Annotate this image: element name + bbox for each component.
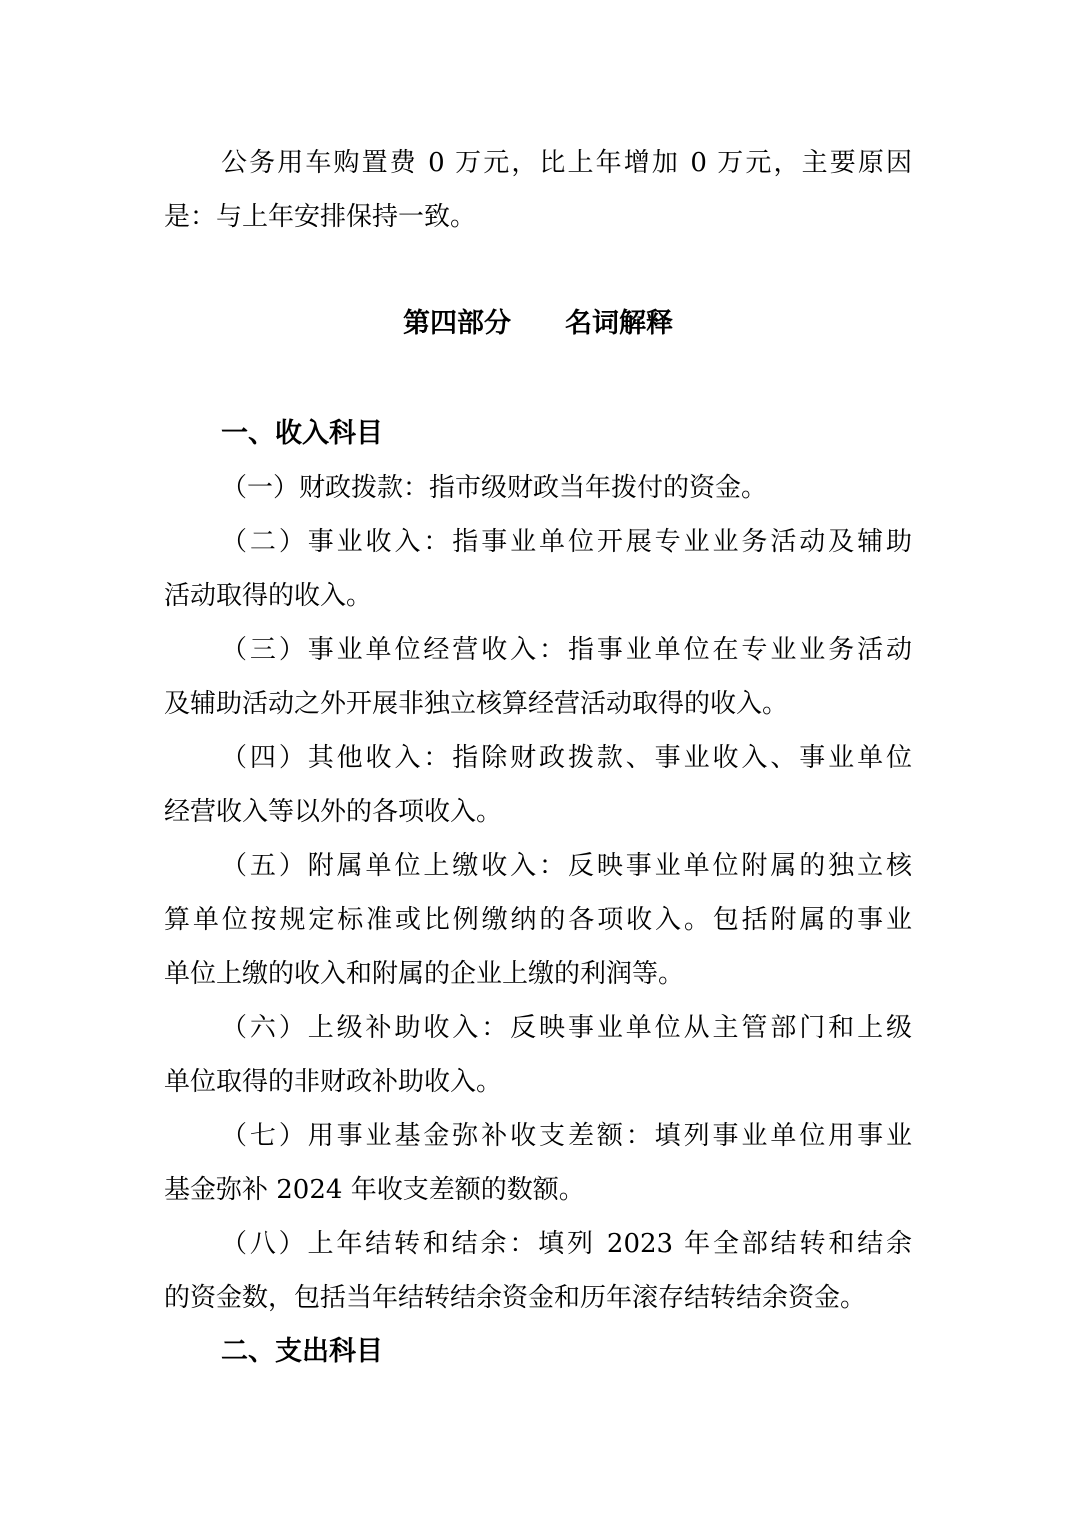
text-line: 及辅助活动之外开展非独立核算经营活动取得的收入。 bbox=[164, 689, 789, 719]
text-line: 单位取得的非财政补助收入。 bbox=[164, 1067, 503, 1097]
text-line: 基金弥补 2024 年收支差额的数额。 bbox=[164, 1175, 585, 1205]
definition-item bbox=[164, 461, 912, 515]
text-line: （四）其他收入：指除财政拨款、事业收入、事业单位 bbox=[221, 743, 912, 773]
definition-item bbox=[164, 1001, 912, 1109]
paragraph bbox=[164, 136, 912, 244]
text-line: 单位上缴的收入和附属的企业上缴的利润等。 bbox=[164, 959, 685, 989]
text-line: 是：与上年安排保持一致。 bbox=[164, 202, 477, 232]
section-heading-expenditure: 二、支出科目 bbox=[221, 1336, 383, 1367]
definition-item bbox=[164, 623, 912, 731]
text-line: （八）上年结转和结余：填列 2023 年全部结转和结余 bbox=[221, 1229, 912, 1259]
intro-paragraph bbox=[164, 136, 912, 244]
definition-item bbox=[164, 731, 912, 839]
text-line: （一）财政拨款：指市级财政当年拨付的资金。 bbox=[221, 473, 768, 503]
text-line: （五）附属单位上缴收入：反映事业单位附属的独立核 bbox=[221, 851, 912, 881]
income-items bbox=[164, 461, 912, 1325]
text-line: （三）事业单位经营收入：指事业单位在专业业务活动 bbox=[221, 635, 912, 665]
text-line: 的资金数，包括当年结转结余资金和历年滚存结转结余资金。 bbox=[164, 1283, 867, 1313]
text-line: （二）事业收入：指事业单位开展专业业务活动及辅助 bbox=[221, 527, 912, 557]
part-title: 第四部分 名词解释 bbox=[403, 308, 673, 339]
definition-item bbox=[164, 839, 912, 1001]
text-line: 活动取得的收入。 bbox=[164, 581, 373, 611]
definition-item bbox=[164, 515, 912, 623]
definition-item bbox=[164, 1217, 912, 1325]
text-line: 经营收入等以外的各项收入。 bbox=[164, 797, 503, 827]
definition-item bbox=[164, 1109, 912, 1217]
section-heading-income: 一、收入科目 bbox=[221, 418, 383, 449]
document-page bbox=[164, 136, 912, 1379]
text-line: 算单位按规定标准或比例缴纳的各项收入。包括附属的事业 bbox=[164, 905, 912, 935]
text-line: 公务用车购置费 0 万元，比上年增加 0 万元，主要原因 bbox=[221, 148, 912, 178]
text-line: （六）上级补助收入：反映事业单位从主管部门和上级 bbox=[221, 1013, 912, 1043]
text-line: （七）用事业基金弥补收支差额：填列事业单位用事业 bbox=[221, 1121, 912, 1151]
